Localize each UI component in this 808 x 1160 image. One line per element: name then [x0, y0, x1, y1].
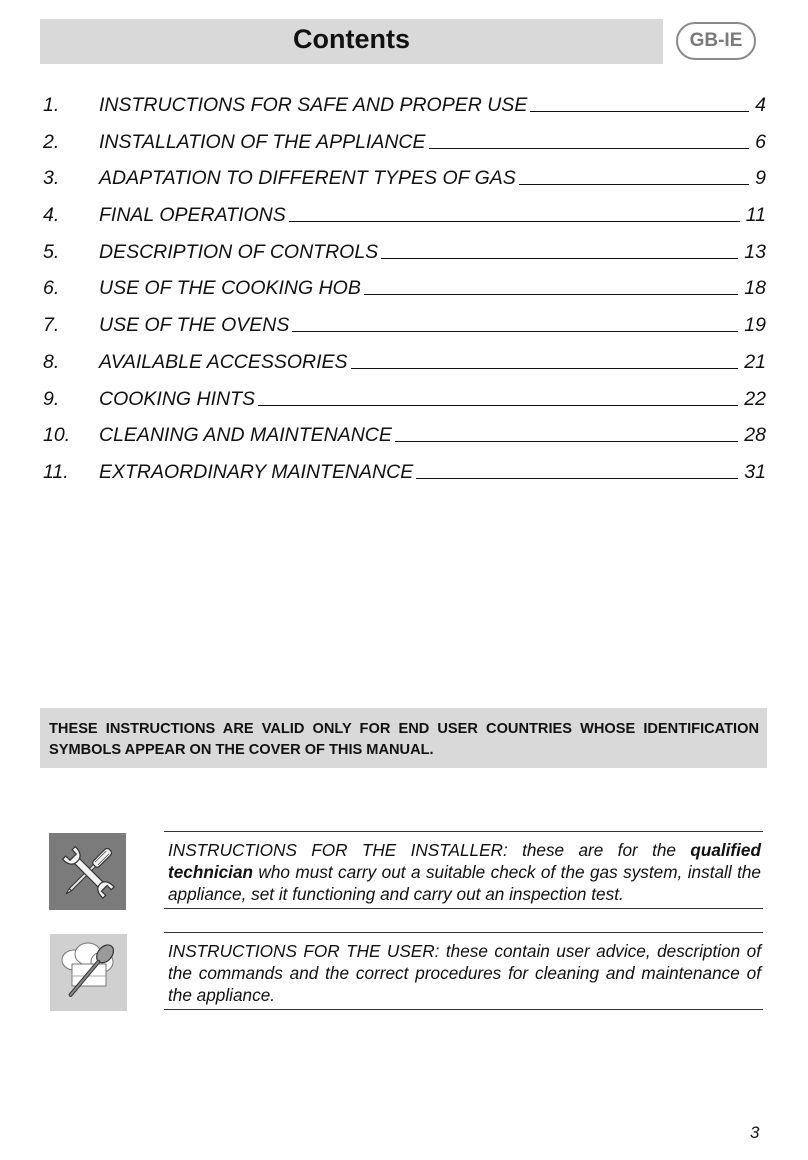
toc-page: 13	[744, 240, 766, 263]
toc-leader	[351, 368, 739, 369]
installer-instructions	[164, 831, 763, 909]
toc-title: EXTRAORDINARY MAINTENANCE	[99, 460, 414, 483]
page-number: 3	[750, 1123, 760, 1142]
page-title: Contents	[293, 24, 410, 54]
toc-entry[interactable]	[43, 94, 766, 131]
toc-number: 5.	[43, 240, 60, 263]
toc-number: 9.	[43, 387, 60, 410]
toc-leader	[519, 184, 749, 185]
toc-page: 9	[755, 167, 766, 190]
toc-number: 6.	[43, 277, 60, 300]
user-instructions-text: INSTRUCTIONS FOR THE USER: these contain user advice, description of the commands and the correct procedures for cleaning and maintenance of the appliance.	[168, 941, 761, 1006]
toc-leader	[258, 405, 738, 406]
toc-title: INSTRUCTIONS FOR SAFE AND PROPER USE	[99, 94, 528, 116]
toc-leader	[395, 441, 738, 442]
toc-title: INSTALLATION OF THE APPLIANCE	[99, 130, 426, 153]
title-bar	[40, 19, 663, 64]
toc-leader	[364, 294, 738, 295]
installer-emphasis: qualified technician	[168, 840, 761, 883]
toc-entry[interactable]	[43, 424, 766, 461]
toc-entry[interactable]	[43, 277, 766, 314]
toc-page: 22	[744, 387, 766, 410]
toc-entry[interactable]	[43, 461, 766, 498]
toc-leader	[381, 258, 738, 259]
toc-number: 2.	[43, 130, 60, 153]
toc-title: USE OF THE OVENS	[99, 314, 290, 337]
toc-page: 18	[744, 277, 766, 300]
toc-title: FINAL OPERATIONS	[99, 204, 286, 227]
toc-page: 11	[745, 204, 766, 227]
toc-entry[interactable]	[43, 314, 766, 351]
toc-number: 1.	[43, 94, 60, 116]
toc-leader	[289, 221, 740, 222]
toc-entry[interactable]	[43, 351, 766, 388]
toc-page: 21	[744, 350, 766, 373]
country-code-badge: GB-IE	[676, 22, 756, 60]
toc-title: ADAPTATION TO DIFFERENT TYPES OF GAS	[99, 167, 516, 190]
toc-leader	[416, 478, 738, 479]
toc-title: COOKING HINTS	[99, 387, 256, 410]
toc-number: 11.	[43, 460, 69, 483]
toc-page: 6	[755, 130, 766, 153]
toc-page: 31	[744, 460, 766, 483]
toc-entry[interactable]	[43, 131, 766, 168]
table-of-contents	[43, 94, 766, 498]
toc-title: DESCRIPTION OF CONTROLS	[99, 240, 379, 263]
user-instructions	[164, 932, 763, 1010]
toc-number: 10.	[43, 424, 71, 447]
toc-leader	[292, 331, 738, 332]
toc-number: 7.	[43, 314, 60, 337]
toc-number: 3.	[43, 167, 60, 190]
toc-title: CLEANING AND MAINTENANCE	[99, 424, 392, 447]
toc-title: USE OF THE COOKING HOB	[99, 277, 361, 300]
toc-leader	[429, 148, 750, 149]
toc-page: 28	[744, 424, 766, 447]
toc-entry[interactable]	[43, 167, 766, 204]
toc-page: 4	[755, 94, 766, 116]
installer-lead: INSTRUCTIONS FOR THE INSTALLER: these are for the	[168, 840, 691, 860]
toc-page: 19	[744, 314, 766, 337]
toc-leader	[530, 111, 749, 112]
toc-entry[interactable]	[43, 388, 766, 425]
toc-entry[interactable]	[43, 241, 766, 278]
validity-notice: THESE INSTRUCTIONS ARE VALID ONLY FOR END USER COUNTRIES WHOSE IDENTIFICATION SYMBOLS APPEAR ON THE COVER OF THIS MANUAL.	[40, 708, 767, 768]
chef-spoon-icon	[50, 934, 127, 1011]
toc-number: 8.	[43, 350, 60, 373]
toc-number: 4.	[43, 204, 60, 227]
wrench-screwdriver-icon	[49, 833, 126, 910]
toc-entry[interactable]	[43, 204, 766, 241]
toc-title: AVAILABLE ACCESSORIES	[99, 350, 348, 373]
installer-rest: who must carry out a suitable check of the gas system, install the appliance, set it functioning and carry out an inspection test.	[168, 862, 761, 905]
